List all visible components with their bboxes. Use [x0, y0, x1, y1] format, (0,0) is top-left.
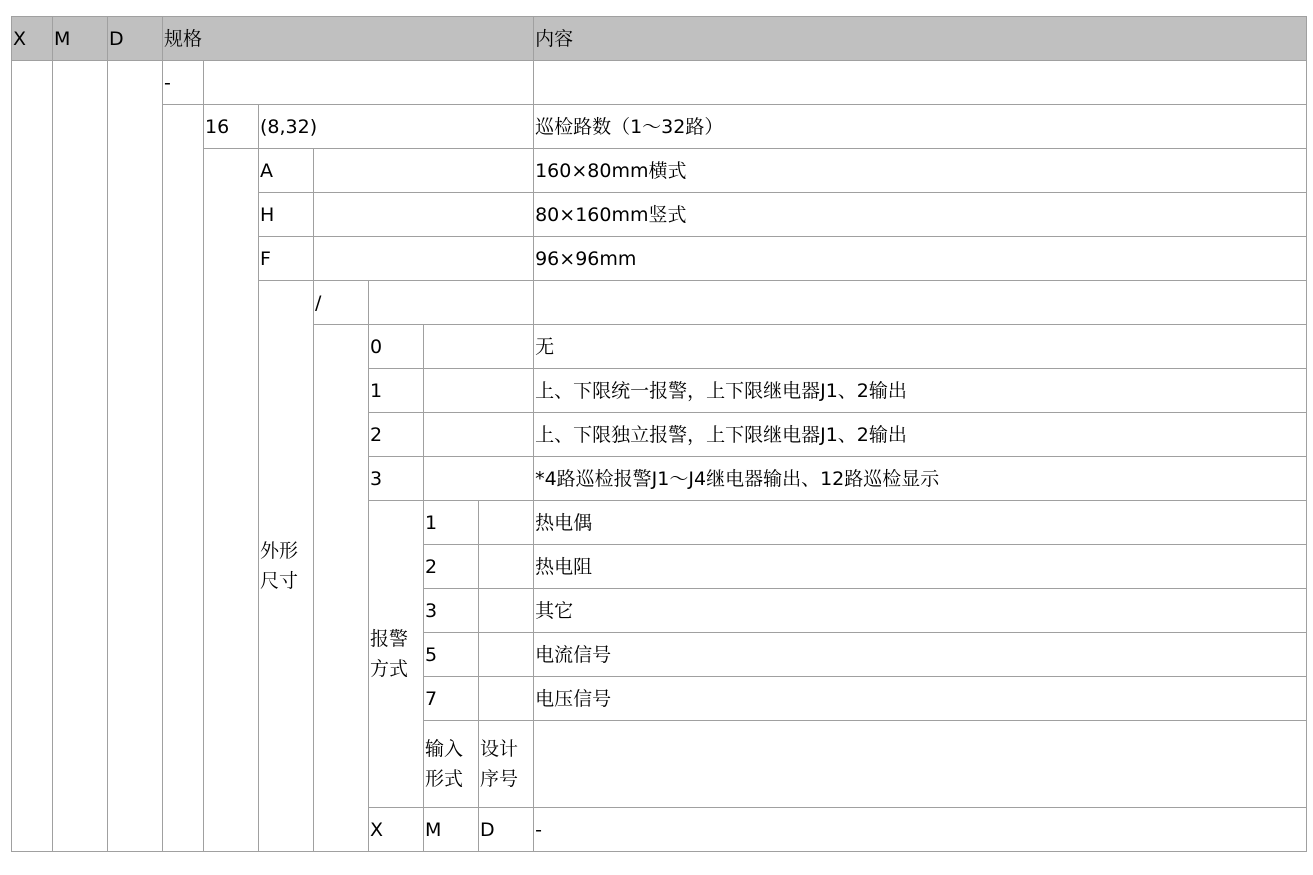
alarm-label-line2: 方式 [370, 658, 409, 680]
header-spec: 规格 [163, 17, 534, 61]
empty-cell [314, 237, 534, 281]
empty-cell [204, 149, 259, 852]
content-cell [534, 281, 1307, 325]
input-label-line1: 输入 [425, 738, 464, 760]
alarm-desc: 上、下限统一报警，上下限继电器J1、2输出 [534, 369, 1307, 413]
input-code: 5 [424, 633, 479, 677]
empty-cell [369, 281, 534, 325]
header-m: M [53, 17, 108, 61]
design-label-line1: 设计 [480, 738, 519, 760]
table-row [12, 61, 1307, 105]
model-m: M [424, 808, 479, 852]
empty-cell [479, 589, 534, 633]
input-code: 3 [424, 589, 479, 633]
header-d: D [108, 17, 163, 61]
design-label-line2: 序号 [480, 768, 519, 790]
empty-cell [479, 545, 534, 589]
model-x: X [369, 808, 424, 852]
alarm-desc: 上、下限独立报警，上下限继电器J1、2输出 [534, 413, 1307, 457]
input-desc: 其它 [534, 589, 1307, 633]
alarm-code: 3 [369, 457, 424, 501]
content-cell [534, 61, 1307, 105]
model-dash: - [534, 808, 1307, 852]
input-desc: 电流信号 [534, 633, 1307, 677]
empty-cell [479, 633, 534, 677]
empty-cell [314, 325, 369, 852]
empty-cell [314, 193, 534, 237]
shape-desc: 80×160mm竖式 [534, 193, 1307, 237]
empty-cell [163, 105, 204, 852]
shape-desc: 160×80mm横式 [534, 149, 1307, 193]
empty-cell [204, 61, 534, 105]
shape-label-line1: 外形 [260, 540, 299, 562]
empty-cell [424, 325, 534, 369]
shape-code: A [259, 149, 314, 193]
header-row [12, 17, 1307, 61]
shape-desc: 96×96mm [534, 237, 1307, 281]
input-code: 1 [424, 501, 479, 545]
model-spec-table [11, 16, 1307, 852]
table-row [12, 105, 1307, 149]
dash-cell: - [163, 61, 204, 105]
empty-cell [12, 61, 53, 852]
input-desc: 热电偶 [534, 501, 1307, 545]
empty-cell [479, 677, 534, 721]
input-desc: 电压信号 [534, 677, 1307, 721]
header-content: 内容 [534, 17, 1307, 61]
content-cell [534, 721, 1307, 808]
input-code: 2 [424, 545, 479, 589]
empty-cell [108, 61, 163, 852]
alarm-desc: *4路巡检报警J1～J4继电器输出、12路巡检显示 [534, 457, 1307, 501]
alarm-code: 0 [369, 325, 424, 369]
empty-cell [424, 457, 534, 501]
alarm-mode-label [369, 501, 424, 808]
design-serial-label [479, 721, 534, 808]
channels-range: (8,32) [259, 105, 534, 149]
channels-desc: 巡检路数（1～32路） [534, 105, 1307, 149]
shape-size-label [259, 281, 314, 852]
shape-label-line2: 尺寸 [260, 570, 299, 592]
input-form-label [424, 721, 479, 808]
input-code: 7 [424, 677, 479, 721]
input-label-line2: 形式 [425, 768, 464, 790]
table-row [12, 149, 1307, 193]
alarm-desc: 无 [534, 325, 1307, 369]
shape-code: F [259, 237, 314, 281]
alarm-code: 1 [369, 369, 424, 413]
header-x: X [12, 17, 53, 61]
alarm-code: 2 [369, 413, 424, 457]
empty-cell [424, 369, 534, 413]
alarm-label-line1: 报警 [370, 628, 409, 650]
shape-code: H [259, 193, 314, 237]
empty-cell [314, 149, 534, 193]
empty-cell [479, 501, 534, 545]
empty-cell [424, 413, 534, 457]
input-desc: 热电阻 [534, 545, 1307, 589]
empty-cell [53, 61, 108, 852]
model-d: D [479, 808, 534, 852]
channels-value: 16 [204, 105, 259, 149]
slash-cell: / [314, 281, 369, 325]
